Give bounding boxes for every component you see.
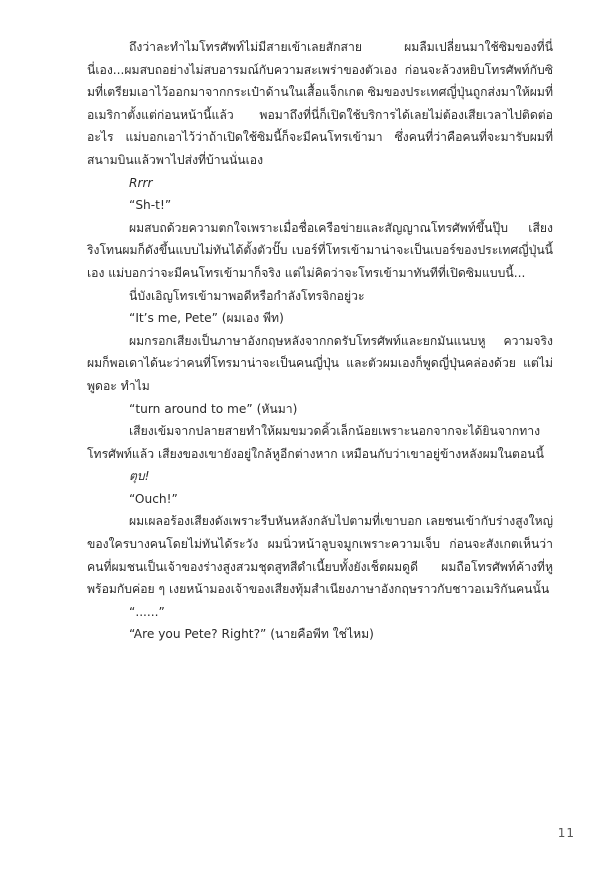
page-body (87, 36, 553, 646)
page-number: 11 (557, 826, 575, 840)
dialog-line-6: “Are you Pete? Right?” (นายคือพีท ใช่ไหม) (129, 627, 374, 642)
paragraph-2: ผมสบถด้วยความตกใจเพราะเมื่อชื่อเครือข่ายและสัญญาณโทรศัพท์ขึ้นปุ๊บ เสียงริงโทนผมก็ดังขึ้นแบบไม่ทันได้ตั้งตัวปั๊บ เบอร์ที่โทรเข้ามาน่าจะเป็นเบอร์ของประเทศญี่ปุ่นนี้เอง แม่บอกว่าจะมีคนโทรเข้ามาก็จริง แต่ไม่คิดว่าจะโทรเข้ามาทันทีที่เปิดซิมแบบนี้... (87, 220, 553, 280)
dialog-line-3: “turn around to me” (หันมา) (129, 401, 298, 416)
paragraph-4: เสียงเข้มจากปลายสายทำให้ผมขมวดคิ้วเล็กน้อยเพราะนอกจากจะได้ยินจากทางโทรศัพท์แล้ว เสียงของเขายังอยู่ใกล้หูอีกต่างหาก เหมือนกับว่าเขาอยู่ข้างหลังผมในตอนนี้ (87, 424, 544, 461)
dialog-line-5: “......” (129, 604, 165, 619)
dialog-line-1: “Sh-t!” (129, 198, 172, 213)
sound-effect-bump: ตุบ! (129, 469, 150, 484)
dialog-line-4: “Ouch!” (129, 491, 178, 506)
paragraph-3: ผมกรอกเสียงเป็นภาษาอังกฤษหลังจากกดรับโทรศัพท์และยกมันแนบหู ความจริงผมก็พอเดาได้นะว่าคนที่โทรมาน่าจะเป็นคนญี่ปุ่น และตัวผมเองก็พูดญี่ปุ่นคล่องด้วย แต่ไม่พูดอะ ทำไม (87, 333, 553, 393)
paragraph-5: ผมเผลอร้องเสียงดังเพราะรีบหันหลังกลับไปตามที่เขาบอก เลยชนเข้ากับร่างสูงใหญ่ของใครบางคนโดยไม่ทันได้ระวัง ผมนิ่วหน้าลูบจมูกเพราะความเจ็บ ก่อนจะสังเกตเห็นว่าคนที่ผมชนเป็นเจ้าของร่างสูงสวมชุดสูทสีดำเนี้ยบทั้งยังเช็ตผมดูดี ผมถือโทรศัพท์ค้างที่หูพร้อมกับค่อย ๆ เงยหน้ามองเจ้าของเสียงทุ้มสำเนียงภาษาอังกฤษราวกับชาวอเมริกันคนนั้น (87, 514, 553, 597)
dialog-line-2: “It’s me, Pete” (ผมเอง พีท) (129, 311, 284, 326)
thought-line: นี่บังเอิญโทรเข้ามาพอดีหรือกำลังโทรจิกอยู่วะ (129, 288, 365, 303)
sound-effect-ring: Rrrr (129, 175, 153, 190)
paragraph-1: ถึงว่าละทำไมโทรศัพท์ไม่มีสายเข้าเลยสักสาย ผมลืมเปลี่ยนมาใช้ซิมของที่นี่นี่เอง...ผมสบถอย่างไม่สบอารมณ์กับความสะเพร่าของตัวเอง ก่อนจะล้วงหยิบโทรศัพท์กับซิมที่เตรียมเอาไว้ออกมาจากกระเป๋าด้านในเสื้อแจ็กเกต ซิมของประเทศญี่ปุ่นถูกส่งมาให้ผมที่อเมริกาตั้งแต่ก่อนหน้านี้แล้ว พอมาถึงที่นี่ก็เปิดใช้บริการได้เลยไม่ต้องเสียเวลาไปติดต่ออะไร แม่บอกเอาไว้ว่าถ้าเปิดใช้ซิมนี้ก็จะมีคนโทรเข้ามา ซึ่งคนที่ว่าคือคนที่จะมารับผมที่สนามบินแล้วพาไปส่งที่บ้านนั่นเอง (87, 40, 553, 167)
